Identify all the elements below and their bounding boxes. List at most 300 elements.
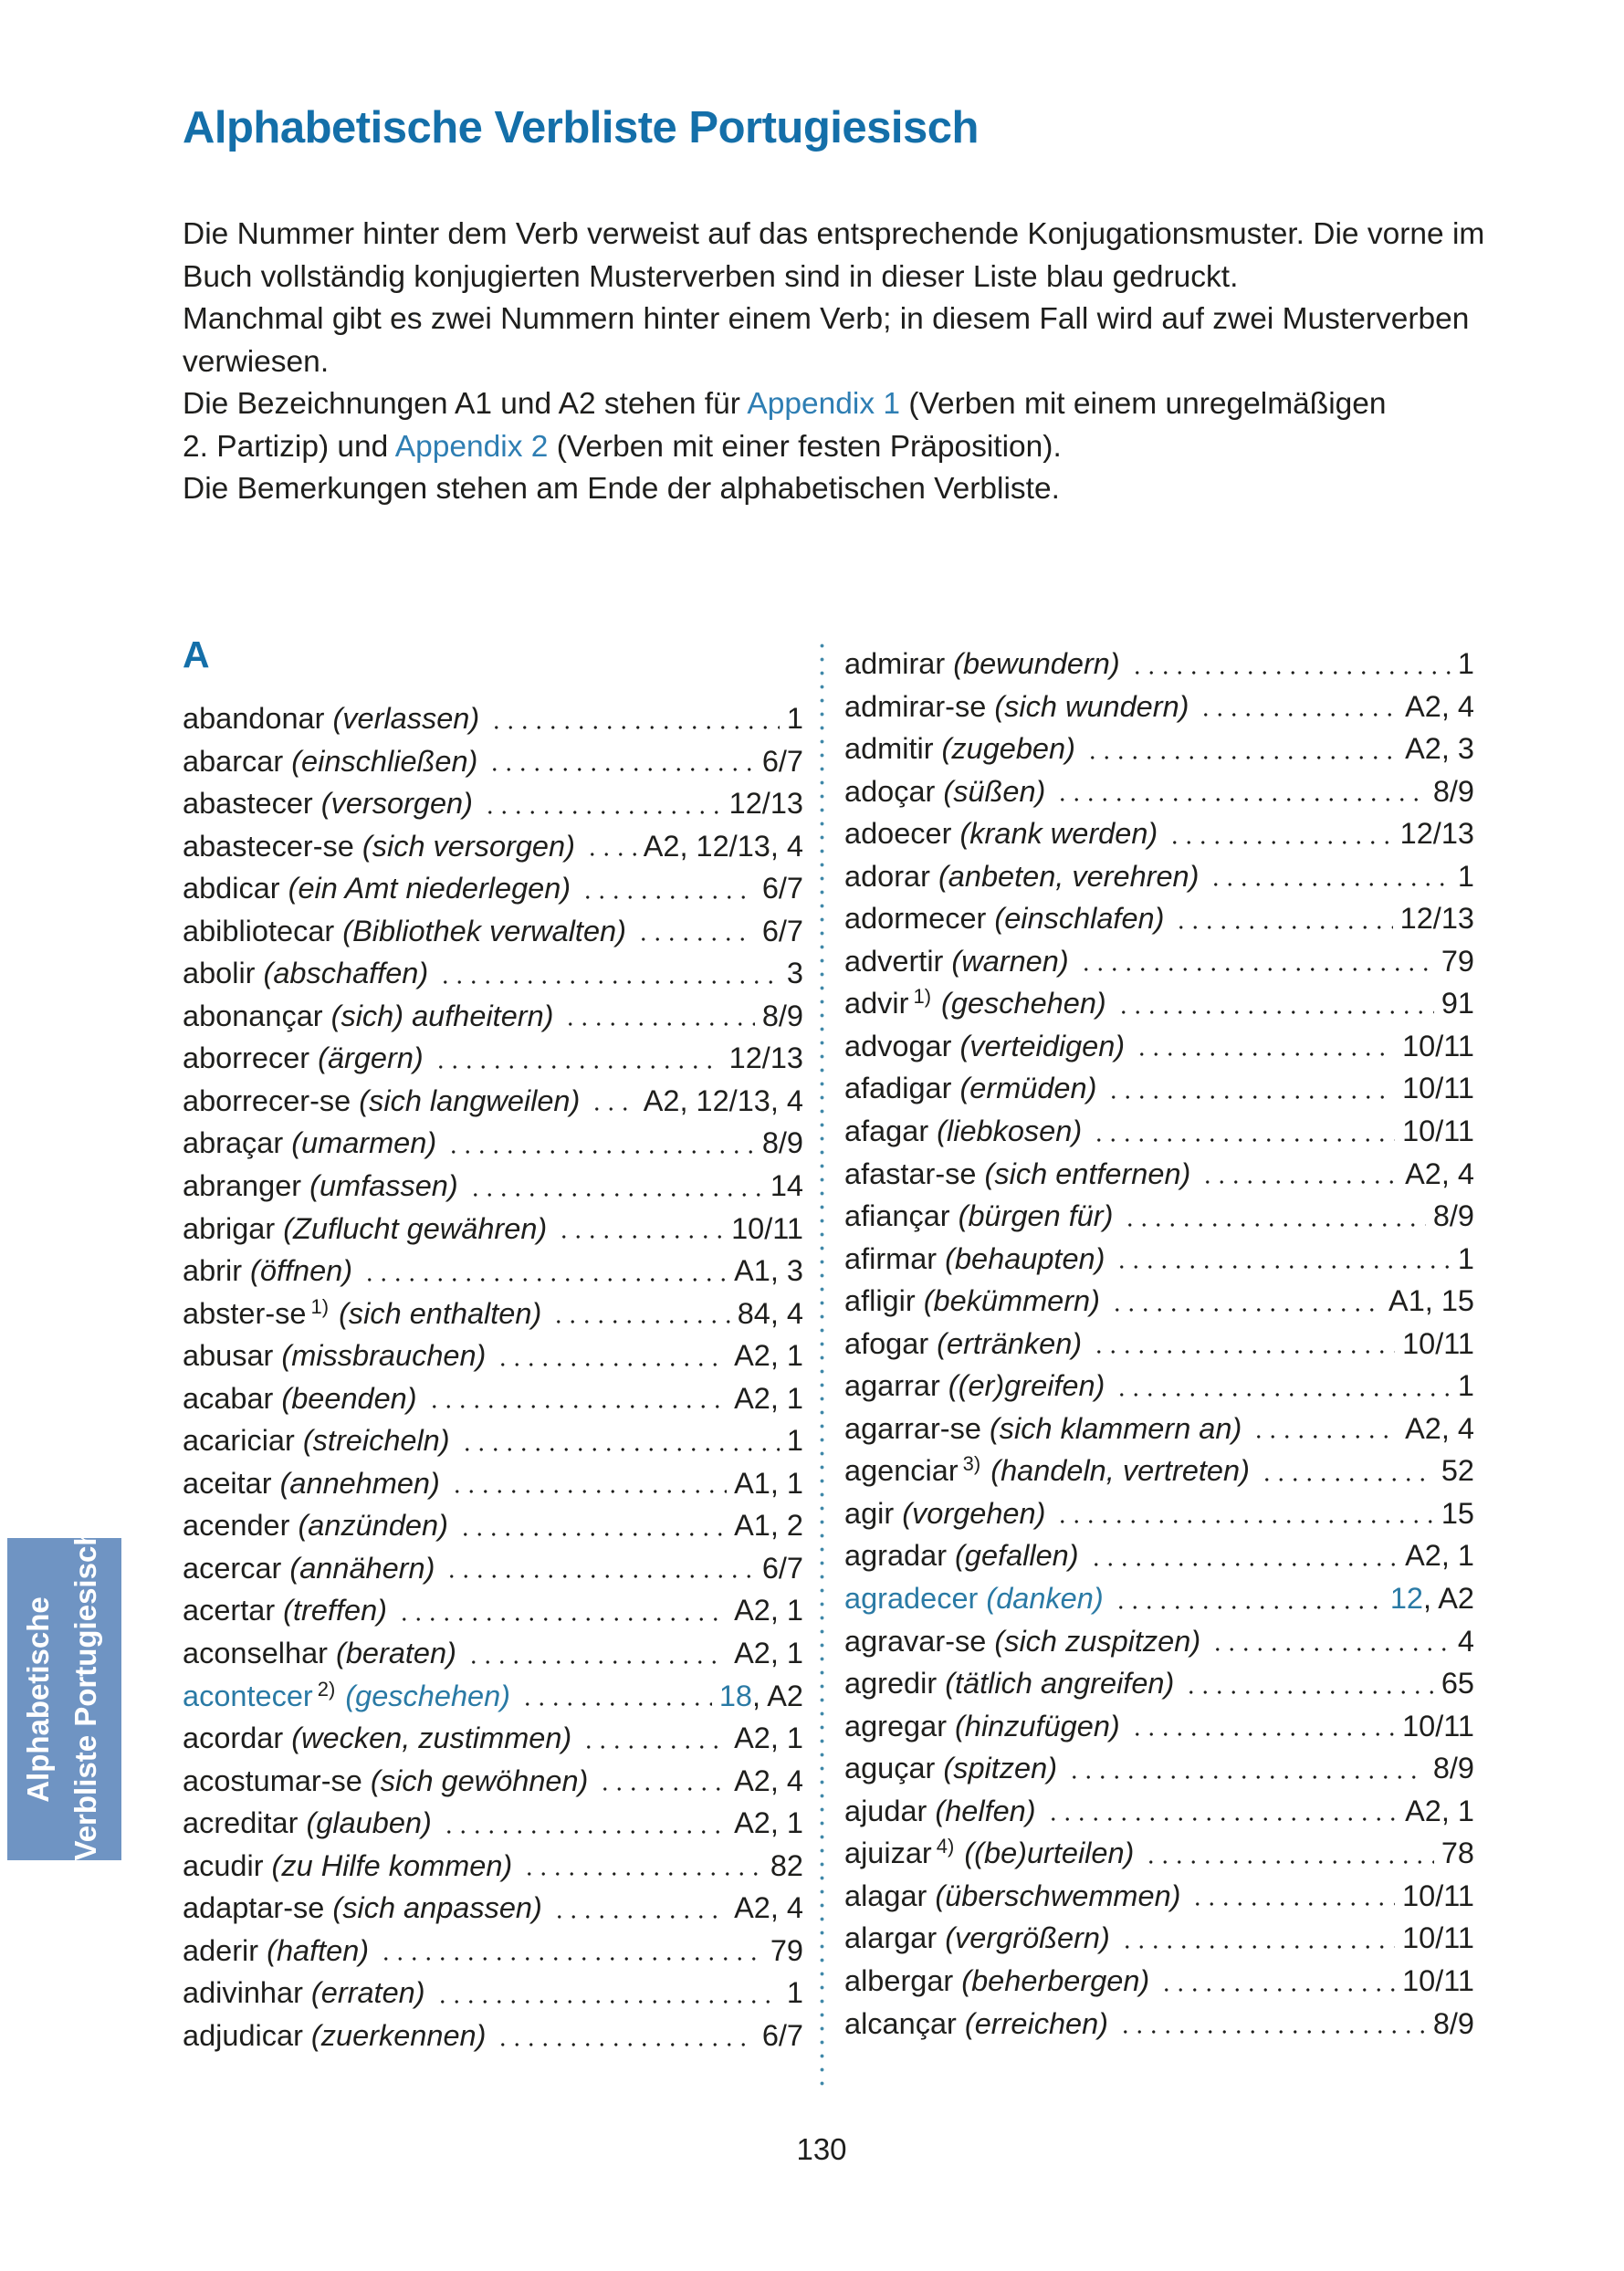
pattern-ref-part: 8/9 [1432,1199,1474,1233]
verb-entry-text [183,1165,458,1208]
pattern-ref-part: 10/11 [1402,1326,1474,1360]
gloss: (zu Hilfe kommen) [263,1848,513,1882]
verb-entry [844,855,1474,898]
verb-entry [844,643,1474,685]
verb-entry [844,1195,1474,1238]
gloss: (anzünden) [289,1509,448,1543]
pattern-ref [770,1930,803,1973]
verb-entry [183,867,803,910]
pattern-ref [644,1080,803,1123]
pattern-ref [1402,1875,1474,1918]
intro-line [183,256,1479,299]
dot-leader [393,1589,727,1632]
dot-leader [1111,1365,1451,1408]
verb-entry [183,1504,803,1547]
pattern-ref [729,1037,803,1080]
gloss: (sich versorgen) [353,829,575,863]
pattern-ref-part: A2, 1 [734,1339,803,1373]
verb: aconselhar [183,1637,328,1670]
verb-entry-text [844,1960,1149,2003]
verb-entry [183,1547,803,1590]
verb: afastar-se [844,1156,977,1190]
dot-leader [1207,1620,1451,1663]
pattern-ref-blue: 12 [1389,1582,1423,1616]
verb: agarrar-se [844,1411,981,1445]
pattern-ref-part: 8/9 [761,1126,803,1160]
intro-line [183,468,1479,511]
intro-text: 2. Partizip) und [183,429,395,464]
dot-leader [1126,643,1451,685]
verb-entry [844,1280,1474,1323]
dot-leader [492,2015,754,2057]
pattern-ref-part: , A2 [751,1679,803,1712]
pattern-ref [1458,643,1474,685]
intro-text: Buch vollständig konjugierten Musterverben sind in dieser Liste blau gedruckt. [183,259,1239,294]
pattern-ref-part: 1 [1457,859,1474,893]
pattern-ref [762,740,803,783]
verb: ajudar [844,1794,927,1827]
gloss: (haften) [258,1933,370,1967]
dot-leader [465,1165,763,1208]
pattern-ref-part: A2, 1 [734,1381,803,1415]
verb-entry-text [183,1504,448,1547]
verb-entry-text [844,1705,1120,1748]
pattern-ref-part: A2, 12/13, 4 [643,829,803,863]
verb-entry-text [183,1037,424,1080]
gloss: (abschaffen) [255,957,429,990]
intro-line [183,341,1479,384]
pattern-ref [1433,770,1474,813]
pattern-ref [1441,1662,1474,1705]
verb-entry [844,1577,1474,1620]
gloss: (glauben) [298,1806,432,1840]
verb-entry-text [844,1408,1242,1450]
dot-leader [492,1334,727,1377]
pattern-ref-part: 12/13 [1399,902,1474,936]
pattern-ref [1388,1280,1474,1323]
verb-entry-text [844,1365,1105,1408]
verb-entry-text [183,1760,588,1803]
gloss: (erreichen) [956,2006,1109,2040]
verb-entry-text [183,1802,432,1845]
verb-entry [844,982,1474,1025]
dot-leader [435,952,780,995]
verb-entry-text [183,867,571,910]
verb: afligir [844,1284,916,1318]
verb-entry-text [844,1917,1110,1960]
verb: acabar [183,1381,274,1415]
verb-entry-text [844,2003,1108,2046]
dot-leader [446,1462,727,1505]
dot-leader [581,825,636,868]
gloss: (sich enthalten) [330,1296,542,1330]
pattern-ref-part: 1 [786,1424,803,1458]
intro-text: Die Bezeichnungen A1 und A2 stehen für [183,387,748,421]
dot-leader [549,1887,727,1930]
gloss: (versorgen) [312,787,473,821]
pattern-ref-part: 79 [1441,944,1474,978]
gloss: (einschließen) [283,744,478,778]
verb-entry-text: abster-se 1) (sich enthalten) [183,1294,542,1330]
verb: abraçar [183,1126,284,1160]
verb: abster-se [183,1296,307,1330]
pattern-ref-part: 6/7 [761,1551,803,1585]
verb-entry [844,940,1474,983]
verb-entry-text [183,1080,580,1123]
verb-entry-text [844,727,1075,770]
pattern-ref-part: A2, 4 [734,1891,803,1925]
dot-leader [430,1037,722,1080]
verb-entry-text [844,897,1164,940]
verb: adorar [844,859,930,893]
pattern-ref [1405,1408,1474,1450]
pattern-ref [1433,1747,1474,1790]
verb: abrigar [183,1211,276,1245]
gloss: (sich zuspitzen) [986,1624,1201,1658]
verb: afogar [844,1326,929,1360]
gloss: (Zuflucht gewähren) [275,1211,548,1245]
verb-entry [844,1153,1474,1196]
page-title: Alphabetische Verbliste Portugiesisch [183,103,979,152]
gloss: (beherbergen) [953,1963,1150,1997]
pattern-ref [1441,1492,1474,1535]
pattern-ref [734,1802,803,1845]
dot-leader [1131,1025,1395,1068]
gloss: (ertränken) [928,1326,1083,1360]
verb-entry [183,825,803,868]
pattern-ref [734,1717,803,1760]
gloss: (geschehen) [337,1679,510,1712]
verb: aborrecer [183,1041,310,1075]
verb-entry-text [183,1589,387,1632]
sidebar-tab-line1: Alphabetische [20,1596,55,1803]
gloss: (sich langweilen) [351,1083,581,1117]
verb-entry-text [844,1238,1105,1281]
gloss: (spitzen) [935,1752,1058,1785]
pattern-ref [1405,1790,1474,1833]
verb: admitir [844,732,934,766]
pattern-ref [787,1419,803,1462]
verb-entry [844,1790,1474,1833]
dot-leader [1197,1153,1398,1196]
verb-entry [844,1449,1474,1492]
verb-entry-text [844,1662,1174,1705]
verb: agradecer [844,1582,979,1616]
dot-leader [1256,1449,1434,1492]
dot-leader [1164,812,1392,855]
pattern-ref-part: 10/11 [1402,1963,1474,1997]
pattern-ref [762,910,803,953]
verb-entry [183,995,803,1038]
verb-entry [183,697,803,740]
gloss: ((be)urteilen) [956,1837,1135,1870]
pattern-ref-part: A2, 4 [1405,689,1474,723]
pattern-ref-part: A2, 1 [734,1594,803,1627]
verb-entry-text [844,1067,1096,1110]
verb-entry-text [844,643,1120,685]
intro-text: (Verben mit einer festen Präposition). [548,429,1062,464]
verb-entry-text [844,1110,1082,1153]
gloss: (tätlich angreifen) [937,1667,1175,1701]
gloss: (missbrauchen) [273,1339,487,1373]
verb-entry-text [183,1122,436,1165]
gloss: (überschwemmen) [927,1879,1181,1912]
pattern-ref-part: A2, 1 [734,1722,803,1755]
pattern-ref [734,1504,803,1547]
gloss: (liebkosen) [928,1115,1083,1148]
dot-leader [1113,982,1434,1025]
verb: afagar [844,1115,929,1148]
pattern-ref [1458,1238,1474,1281]
dot-leader [359,1250,727,1292]
appendix-link[interactable]: Appendix 2 [394,429,549,464]
verb-entry-text [844,770,1045,813]
pattern-ref [1433,2003,1474,2046]
dot-leader [1085,1534,1399,1577]
verb-entry-text: ajuizar 4) ((be)urteilen) [844,1835,1135,1870]
verb: adaptar-se [183,1891,325,1925]
verb-entry [183,1377,803,1420]
pattern-ref-part: 84, 4 [737,1296,803,1330]
pattern-ref [734,1760,803,1803]
pattern-ref-part: 52 [1441,1454,1474,1488]
pattern-ref-part: A2, 1 [734,1637,803,1670]
gloss: (wecken, zustimmen) [283,1722,572,1755]
pattern-ref [644,825,803,868]
gloss: (anbeten, verehren) [929,859,1200,893]
gloss: (sich anpassen) [324,1891,542,1925]
pattern-ref [719,1675,803,1718]
verb-entry [844,1492,1474,1535]
verb: admirar [844,647,946,680]
verb-entry [183,1930,803,1973]
dot-leader [479,782,722,825]
pattern-ref-part: 4 [1457,1624,1474,1658]
verb: acender [183,1509,290,1543]
dot-leader [586,1080,635,1123]
verb: adjudicar [183,2018,303,2052]
verb-entry-text [844,1577,1104,1620]
verb-entry [183,1675,803,1718]
verb-entry-text [844,1747,1057,1790]
verb-entry-text [183,910,626,953]
dot-leader [577,867,755,910]
pattern-ref-part: 8/9 [1432,1752,1474,1785]
gloss: (annehmen) [271,1466,440,1500]
pattern-ref-part: 10/11 [1402,1115,1474,1148]
dot-leader [1115,2003,1426,2046]
verb-entry [844,727,1474,770]
verb-entry [844,1662,1474,1705]
pattern-ref [1405,685,1474,728]
verb-entry-text [183,1208,547,1251]
appendix-link[interactable]: Appendix 1 [747,387,901,421]
dot-leader [463,1632,727,1675]
verb: adormecer [844,902,987,936]
section-heading-a: A [183,633,210,675]
pattern-ref [787,1972,803,2015]
pattern-ref [734,1887,803,1930]
verb-entry [844,1365,1474,1408]
pattern-ref-part: A1, 1 [734,1466,803,1500]
pattern-ref [1441,982,1474,1025]
verb: acontecer [183,1679,313,1712]
verb-entry [844,1534,1474,1577]
verb: advertir [844,944,944,978]
verb-entry [844,1110,1474,1153]
gloss: (bekümmern) [915,1284,1100,1318]
gloss: (beraten) [328,1637,456,1670]
verb-entry-text [183,1334,486,1377]
gloss: (ein Amt niederlegen) [279,872,571,905]
verb-entry [844,1067,1474,1110]
verb-entry-text [183,1972,425,2015]
verb: aderir [183,1933,259,1967]
pattern-ref-part: 6/7 [761,872,803,905]
verb-entry-text [844,1323,1082,1366]
verb-entry [183,1165,803,1208]
pattern-ref [1402,1067,1474,1110]
verb: adoçar [844,774,936,808]
dot-leader [517,1675,712,1718]
gloss: (bürgen für) [949,1199,1114,1233]
pattern-ref-part: 82 [770,1848,803,1882]
dot-leader [1052,770,1425,813]
pattern-ref-part: 10/11 [1402,1072,1474,1105]
verb-entry-text [844,1790,1036,1833]
pattern-ref [1390,1577,1474,1620]
gloss: (sich klammern an) [980,1411,1242,1445]
verb-entry-text [183,1547,435,1590]
verb-entry [183,1632,803,1675]
gloss: (verlassen) [324,702,480,735]
gloss: (Bibliothek verwalten) [334,914,626,947]
verb-entry [183,1419,803,1462]
sidebar-tab [7,1527,121,1860]
verb-entry [183,740,803,783]
pattern-ref-part: , A2 [1422,1582,1474,1616]
sidebar-tab-label [15,1527,115,1860]
gloss: (vorgehen) [894,1496,1046,1530]
verb: acertar [183,1594,276,1627]
verb-entry [844,2003,1474,2046]
pattern-ref-part: 6/7 [761,2018,803,2052]
verb: alagar [844,1879,927,1912]
intro-line [183,383,1479,426]
gloss: (ärgern) [309,1041,424,1075]
gloss: (bewundern) [945,647,1120,680]
verb-entry [183,1334,803,1377]
gloss: ((er)greifen) [939,1369,1105,1403]
dot-leader [1119,1195,1425,1238]
pattern-ref-part: 10/11 [1402,1879,1474,1912]
sidebar-tab-line2: Verbliste Portugiesisch [68,1527,102,1860]
pattern-ref [734,1462,803,1505]
verb-entry-text [183,1377,417,1420]
dot-leader [455,1504,727,1547]
verb-entry [844,685,1474,728]
pattern-ref [787,952,803,995]
verb: afirmar [844,1241,938,1275]
verb-entry [183,1802,803,1845]
verb: acariciar [183,1424,295,1458]
verb: abrir [183,1254,243,1288]
verb: agredir [844,1667,938,1701]
verb-entry-text [183,825,575,868]
verb-entry-text [183,995,553,1038]
gloss: (krank werden) [951,817,1158,851]
verb: alcançar [844,2006,957,2040]
pattern-ref-part: A1, 15 [1388,1284,1474,1318]
verb-entry-text [183,952,428,995]
dot-leader [438,1802,727,1845]
verb-entry [844,1747,1474,1790]
dot-leader [1106,1280,1381,1323]
verb-entry-text [844,1025,1125,1068]
verb-entry [844,1917,1474,1960]
verb-entry-text: acontecer 2) (geschehen) [183,1677,510,1712]
verb: agregar [844,1709,948,1742]
dot-leader [1063,1747,1426,1790]
pattern-ref-part: A2, 1 [1405,1794,1474,1827]
intro-line [183,214,1485,256]
pattern-ref [787,697,803,740]
verb-entry [844,1960,1474,2003]
pattern-ref [762,2015,803,2057]
dot-leader [1088,1323,1395,1366]
dot-leader [1075,940,1434,983]
verb-entry-text: agenciar 3) (handeln, vertreten) [844,1452,1250,1488]
verb-entry-text [183,782,473,825]
verb-entry-text [183,740,477,783]
verb-entry-text [844,685,1189,728]
verb-entry [183,782,803,825]
verb: abastecer-se [183,829,354,863]
pattern-ref [1405,1534,1474,1577]
gloss: (umfassen) [301,1169,458,1203]
pattern-ref [734,1250,803,1292]
pattern-ref-part: 6/7 [761,914,803,947]
pattern-ref-part: A2, 4 [1405,1411,1474,1445]
gloss: (hinzufügen) [947,1709,1120,1742]
gloss: (öffnen) [242,1254,353,1288]
gloss: (gefallen) [947,1539,1079,1573]
dot-leader [424,1377,728,1420]
pattern-ref [734,1334,803,1377]
intro-line [183,298,1479,341]
pattern-ref [1400,812,1474,855]
verb-entry [844,1832,1474,1875]
verb-entry [844,1875,1474,1918]
verb-entry-text [183,1419,450,1462]
verb: afiançar [844,1199,950,1233]
pattern-ref-part: A2, 3 [1405,732,1474,766]
pattern-ref [738,1292,803,1335]
verb: aceitar [183,1466,272,1500]
dot-leader [375,1930,763,1973]
intro-paragraph [183,214,1485,511]
verb-entry [183,1972,803,2015]
verb: admirar-se [844,689,987,723]
pattern-ref [1402,1025,1474,1068]
verb-entry [844,897,1474,940]
verb-entry [844,812,1474,855]
verb-entry [183,1887,803,1930]
pattern-ref-part: 10/11 [731,1211,803,1245]
pattern-ref [1458,1620,1474,1663]
pattern-ref-part: 79 [770,1933,803,1967]
pattern-ref-part: 10/11 [1402,1029,1474,1062]
